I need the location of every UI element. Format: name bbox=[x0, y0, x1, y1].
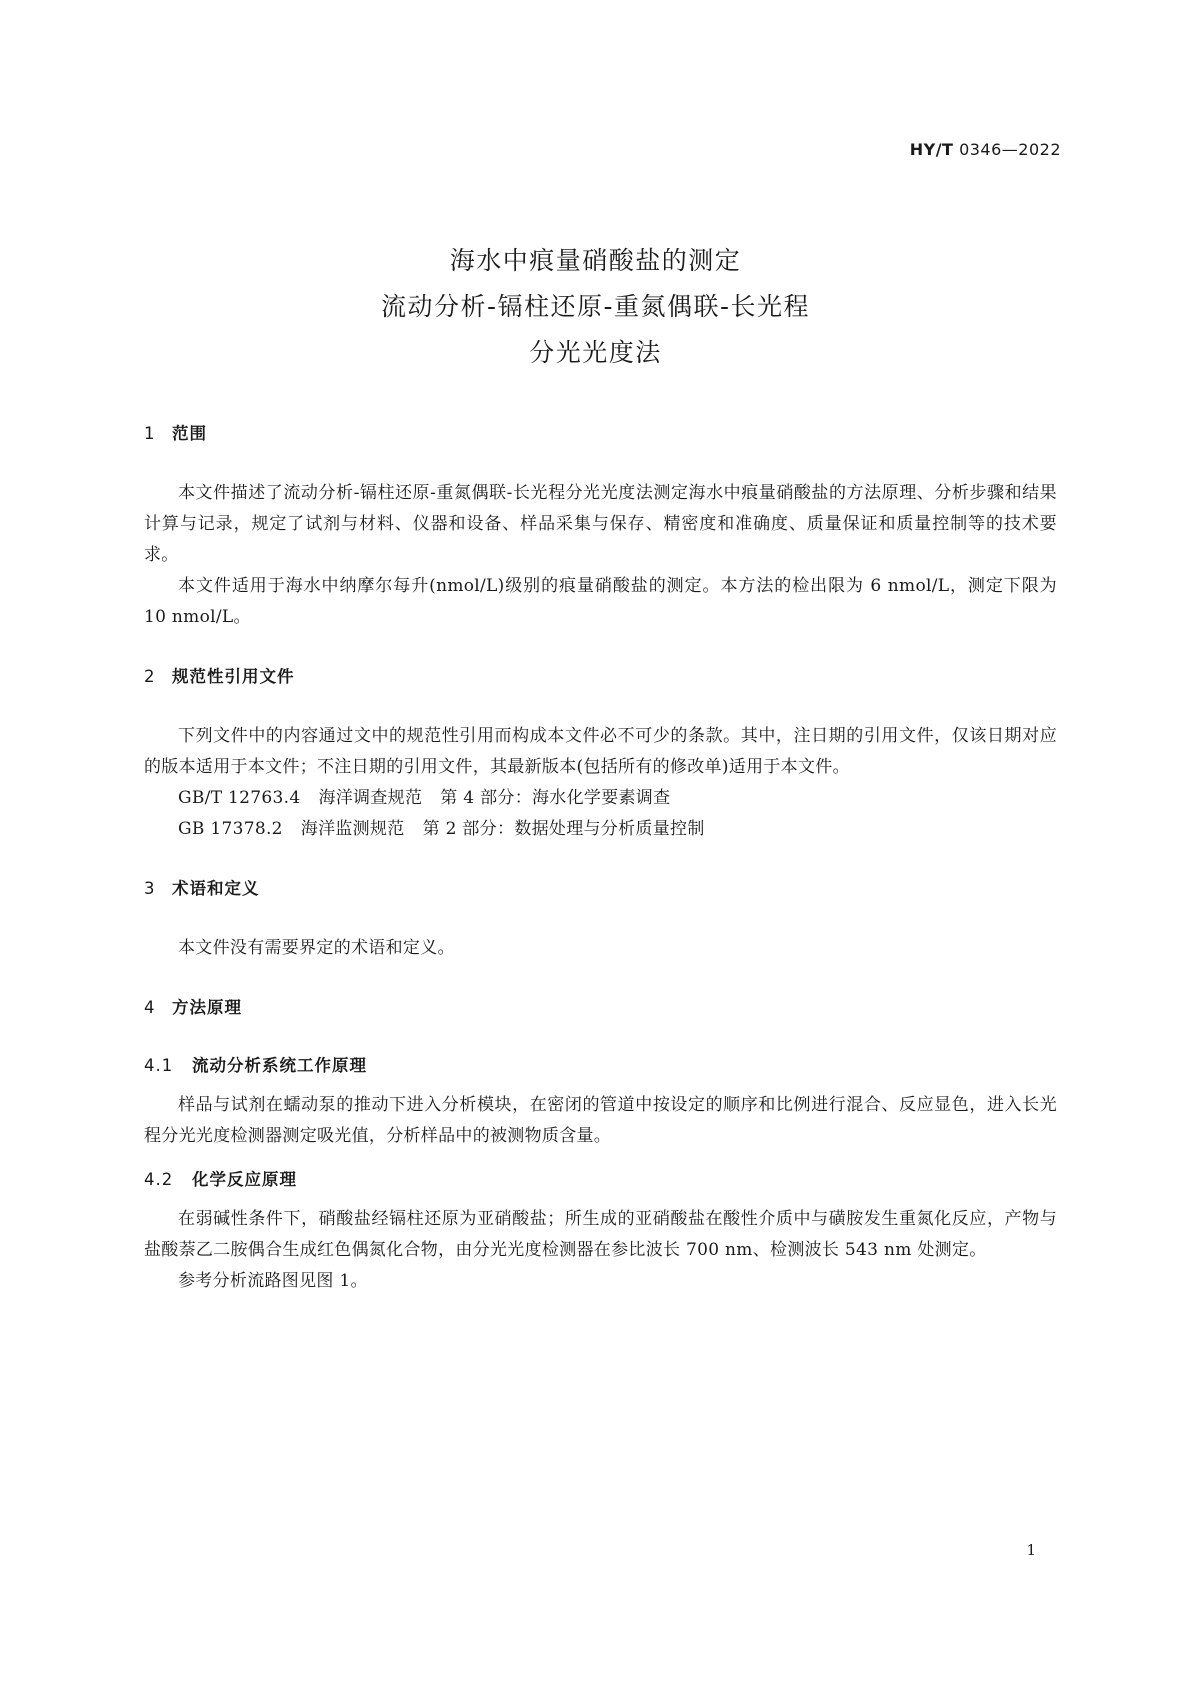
subsection-title: 化学反应原理 bbox=[192, 1170, 297, 1189]
section-title: 术语和定义 bbox=[172, 879, 260, 898]
scope-paragraph-1: 本文件描述了流动分析-镉柱还原-重氮偶联-长光程分光光度法测定海水中痕量硝酸盐的方法原理、分析步骤和结果计算与记录，规定了试剂与材料、仪器和设备、样品采集与保存、精密度和准确度、质量保证和质量控制等的技术要求。 bbox=[144, 483, 1057, 565]
standard-prefix: HY/T bbox=[909, 140, 954, 159]
section-1-heading bbox=[144, 420, 1057, 444]
reference-name: 海洋调查规范 bbox=[318, 788, 423, 808]
reaction-principle-paragraph: 在弱碱性条件下，硝酸盐经镉柱还原为亚硝酸盐；所生成的亚硝酸盐在酸性介质中与磺胺发生重氮化反应，产物与盐酸萘乙二胺偶合生成红色偶氮化合物，由分光光度检测器在参比波长 700 nm、检测波长 543 nm 处测定。 bbox=[144, 1209, 1057, 1260]
title-line-1: 海水中痕量硝酸盐的测定 bbox=[449, 246, 742, 275]
subsection-4-2-heading bbox=[144, 1166, 1057, 1190]
document-title bbox=[0, 238, 1191, 376]
reference-code: GB/T 12763.4 bbox=[178, 788, 301, 808]
subsection-title: 流动分析系统工作原理 bbox=[192, 1056, 367, 1075]
reference-line bbox=[144, 814, 1057, 845]
reference-code: GB 17378.2 bbox=[178, 819, 283, 839]
terms-paragraph: 本文件没有需要界定的术语和定义。 bbox=[178, 938, 455, 958]
section-number: 4 bbox=[144, 998, 156, 1017]
section-title: 方法原理 bbox=[172, 998, 242, 1017]
reference-part: 第 2 部分：数据处理与分析质量控制 bbox=[422, 819, 705, 839]
standard-code: 0346—2022 bbox=[959, 140, 1061, 159]
section-number: 1 bbox=[144, 424, 156, 443]
section-number: 2 bbox=[144, 667, 156, 686]
section-title: 规范性引用文件 bbox=[172, 667, 295, 686]
reference-name: 海洋监测规范 bbox=[300, 819, 405, 839]
title-line-2: 流动分析-镉柱还原-重氮偶联-长光程 bbox=[380, 292, 811, 321]
title-line-3: 分光光度法 bbox=[529, 338, 662, 367]
reference-part: 第 4 部分：海水化学要素调查 bbox=[440, 788, 671, 808]
reference-line bbox=[144, 783, 1057, 814]
section-2-heading bbox=[144, 663, 1057, 687]
subsection-4-1-heading bbox=[144, 1052, 1057, 1076]
figure-reference-paragraph: 参考分析流路图见图 1。 bbox=[178, 1271, 368, 1291]
document-body bbox=[144, 420, 1057, 1297]
page-number: 1 bbox=[1026, 1541, 1036, 1559]
section-4-heading bbox=[144, 994, 1057, 1018]
flow-principle-paragraph: 样品与试剂在蠕动泵的推动下进入分析模块，在密闭的管道中按设定的顺序和比例进行混合、反应显色，进入长光程分光光度检测器测定吸光值，分析样品中的被测物质含量。 bbox=[144, 1095, 1057, 1146]
standard-number bbox=[910, 140, 1061, 159]
subsection-number: 4.2 bbox=[144, 1170, 174, 1189]
section-number: 3 bbox=[144, 879, 156, 898]
section-3-heading bbox=[144, 875, 1057, 899]
references-intro: 下列文件中的内容通过文中的规范性引用而构成本文件必不可少的条款。其中，注日期的引用文件，仅该日期对应的版本适用于本文件；不注日期的引用文件，其最新版本(包括所有的修改单)适用于本文件。 bbox=[144, 726, 1057, 777]
subsection-number: 4.1 bbox=[144, 1056, 174, 1075]
section-title: 范围 bbox=[172, 424, 207, 443]
scope-paragraph-2: 本文件适用于海水中纳摩尔每升(nmol/L)级别的痕量硝酸盐的测定。本方法的检出限为 6 nmol/L，测定下限为 10 nmol/L。 bbox=[144, 576, 1057, 627]
